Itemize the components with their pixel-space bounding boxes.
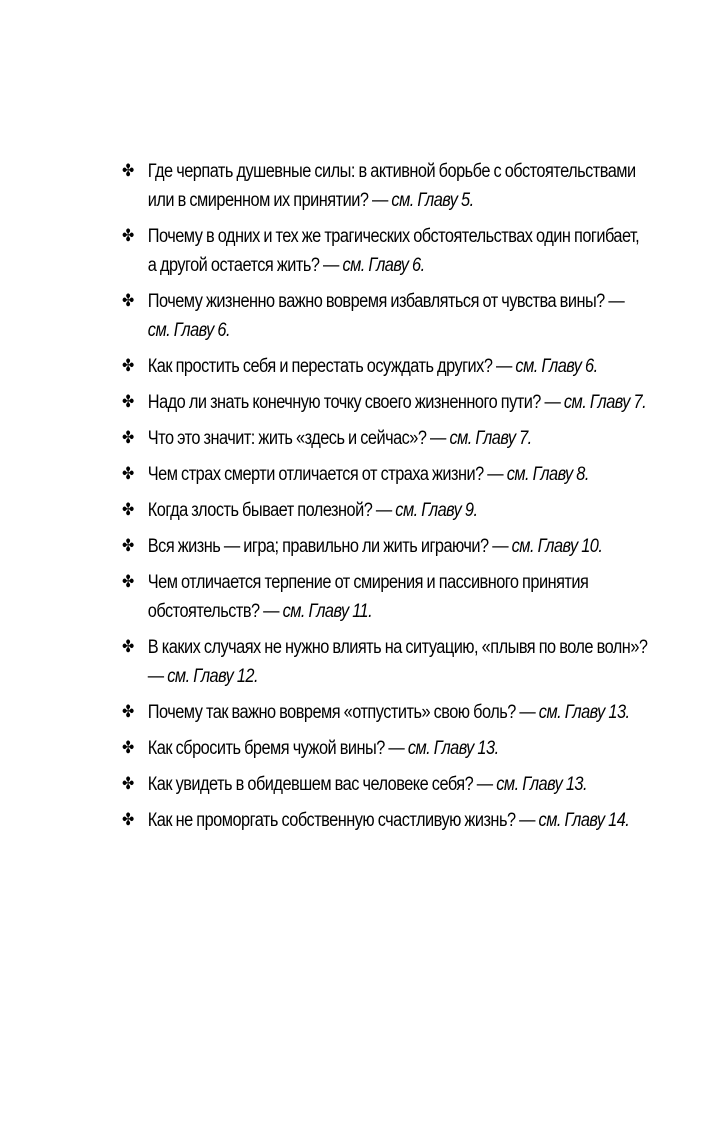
question-text: Как простить себя и перестать осуждать других? — [147,356,512,377]
chapter-reference: см. Главу 6. [342,255,425,276]
flower-bullet-icon: ✤ [122,774,135,794]
list-item [122,770,648,799]
list-item [122,424,648,453]
question-text: Где черпать душевные силы: в активной борьбе с обстоятельствами или в смиренном их принятии? — [147,161,636,211]
list-item [122,157,648,215]
question-text: Как сбросить бремя чужой вины? — [147,738,405,759]
question-text: Что это значит: жить «здесь и сейчас»? — [147,428,446,449]
question-text: Почему так важно вовремя «отпустить» свою боль? — [147,702,536,723]
chapter-reference: см. Главу 13. [407,738,499,759]
flower-bullet-icon: ✤ [122,356,135,376]
list-item [122,532,648,561]
list-item [122,633,648,691]
list-item [122,698,648,727]
chapter-reference: см. Главу 11. [282,601,373,622]
question-text: Надо ли знать конечную точку своего жизненного пути? — [147,392,561,413]
flower-bullet-icon: ✤ [122,536,135,556]
flower-bullet-icon: ✤ [122,572,135,592]
list-item [122,734,648,763]
list-item [122,496,648,525]
question-text: Чем страх смерти отличается от страха жизни? — [147,464,504,485]
chapter-reference: см. Главу 6. [515,356,598,377]
flower-bullet-icon: ✤ [122,392,135,412]
flower-bullet-icon: ✤ [122,226,135,246]
flower-bullet-icon: ✤ [122,702,135,722]
flower-bullet-icon: ✤ [122,428,135,448]
question-text: Как не проморгать собственную счастливую жизнь? — [147,810,535,831]
question-text: Почему жизненно важно вовремя избавляться от чувства вины? — [147,291,625,312]
flower-bullet-icon: ✤ [122,161,135,181]
chapter-reference: см. Главу 5. [391,190,474,211]
list-item [122,388,648,417]
list-item [122,287,648,345]
chapter-reference: см. Главу 9. [395,500,478,521]
chapter-reference: см. Главу 13. [538,702,630,723]
flower-bullet-icon: ✤ [122,810,135,830]
list-item [122,222,648,280]
question-text: Вся жизнь — игра; правильно ли жить играючи? — [147,536,509,557]
question-text: Чем отличается терпение от смирения и пассивного принятия обстоятельств? — [147,572,589,622]
flower-bullet-icon: ✤ [122,291,135,311]
chapter-reference: см. Главу 7. [563,392,647,413]
question-text: Почему в одних и тех же трагических обстоятельствах один погибает, а другой остается жить? — [147,226,640,276]
flower-bullet-icon: ✤ [122,464,135,484]
flower-bullet-icon: ✤ [122,500,135,520]
chapter-reference: см. Главу 6. [147,320,230,341]
flower-bullet-icon: ✤ [122,738,135,758]
chapter-reference: см. Главу 8. [506,464,589,485]
chapter-reference: см. Главу 10. [511,536,603,557]
question-text: Когда злость бывает полезной? — [147,500,392,521]
chapter-reference: см. Главу 13. [496,774,588,795]
question-text: В каких случаях не нужно влиять на ситуацию, «плывя по воле волн»? — [147,637,648,687]
flower-bullet-icon: ✤ [122,637,135,657]
list-item [122,568,648,626]
list-item [122,460,648,489]
question-list [122,157,648,842]
chapter-reference: см. Главу 7. [449,428,532,449]
question-text: Как увидеть в обидевшем вас человеке себя? — [147,774,493,795]
list-item [122,352,648,381]
chapter-reference: см. Главу 14. [538,810,630,831]
chapter-reference: см. Главу 12. [167,666,259,687]
list-item [122,806,648,835]
